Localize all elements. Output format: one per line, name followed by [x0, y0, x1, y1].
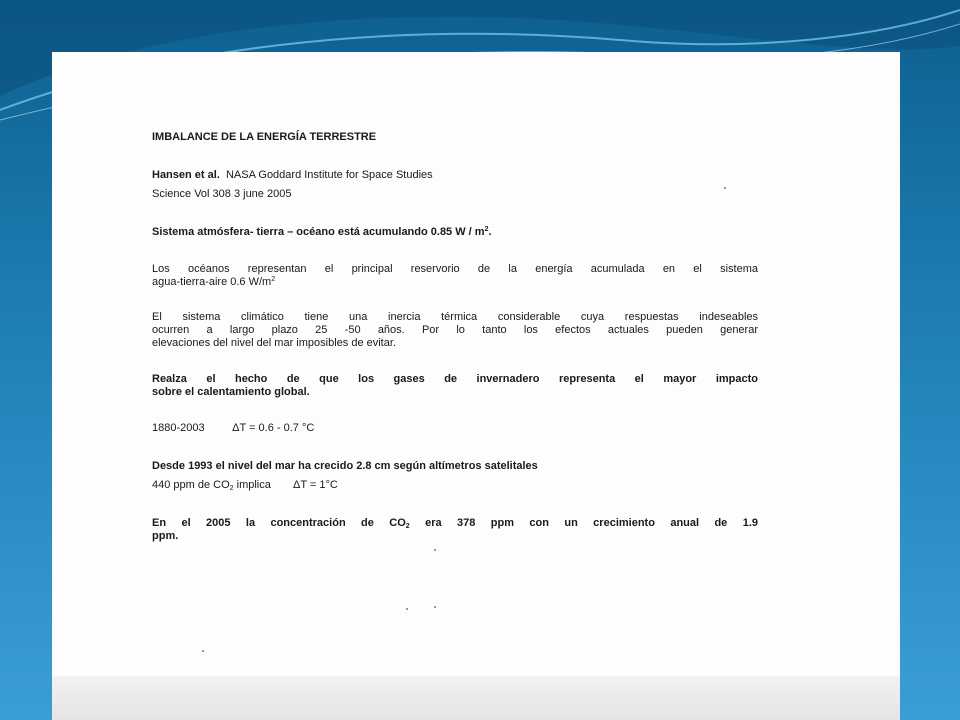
page-bottom-shadow	[52, 676, 900, 720]
delta-range: ΔT = 0.6 - 0.7 °C	[232, 422, 315, 434]
period-label: 1880-2003	[152, 422, 205, 434]
scanned-document-page	[52, 52, 900, 720]
oceans-paragraph-line2: agua-tierra-aire 0.6 $W/m^2$	[152, 276, 276, 288]
scan-speck	[724, 187, 726, 189]
oceans-paragraph: Los océanos representan el principal reservorio de la energía acumulada en el sistema	[152, 263, 758, 275]
gases-paragraph-line1: Realza el hecho de que los gases de invernadero representa el mayor impacto	[152, 373, 758, 385]
citation-journal: Science Vol 308 3 june 2005	[152, 188, 292, 200]
document-title: IMBALANCE DE LA ENERGÍA TERRESTRE	[152, 131, 377, 143]
scan-speck	[202, 650, 204, 652]
inertia-paragraph-line1: El sistema climático tiene una inercia térmica considerable cuya respuestas indeseables	[152, 311, 758, 323]
scan-speck	[406, 608, 408, 610]
concentration-paragraph-line2: ppm.	[152, 530, 179, 542]
gases-paragraph-line2: sobre el calentamiento global.	[152, 386, 310, 398]
citation-authors: Hansen et al.	[152, 169, 220, 181]
scan-speck	[434, 606, 436, 608]
temperature-period-line	[152, 422, 314, 435]
citation-institute: NASA Goddard Institute for Space Studies	[225, 169, 433, 181]
inertia-paragraph-line3: elevaciones del nivel del mar imposibles de evitar.	[152, 337, 396, 349]
inertia-paragraph-line2: ocurren a largo plazo 25 -50 años. Por lo tanto los efectos actuales pueden generar	[152, 324, 758, 336]
scan-speck	[434, 549, 436, 551]
sea-level-statement: Desde 1993 el nivel del mar ha crecido 2.8 cm según altímetros satelitales	[152, 460, 538, 472]
co2-threshold-line: 440 ppm de $CO_2$ implica ΔT = 1°C	[152, 479, 338, 492]
citation-authors-line	[152, 169, 433, 182]
concentration-paragraph-line1: En el 2005 la concentración de $CO_2$ era 378 ppm con un crecimiento anual de 1.9	[152, 517, 758, 530]
delta-one: ΔT = 1°C	[292, 479, 338, 491]
summary-statement: Sistema atmósfera- tierra – océano está acumulando 0.85 W / $m^2$.	[152, 226, 492, 238]
